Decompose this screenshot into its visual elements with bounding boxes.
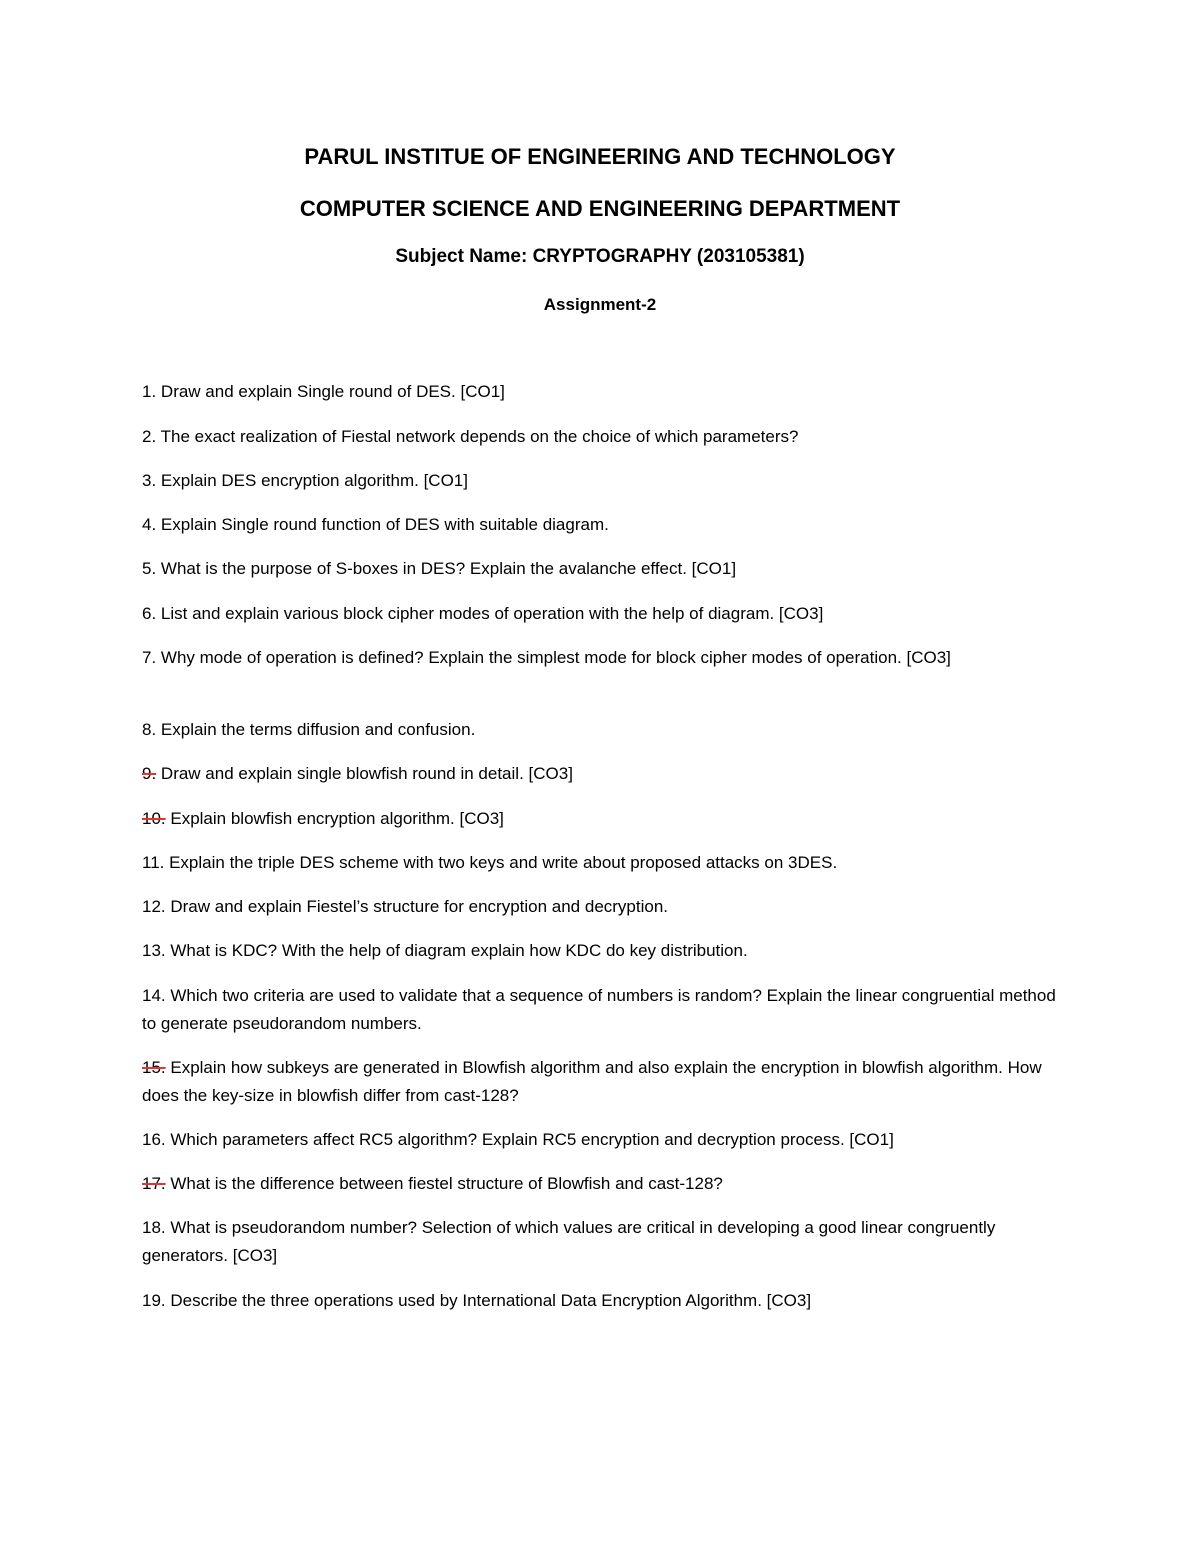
question-item [142,644,1072,672]
question-number: 18. [142,1218,166,1237]
question-text: Which two criteria are used to validate that a sequence of numbers is random? Explain the linear congruential method to generate pseudorandom numbers. [142,986,1056,1033]
question-item [142,849,1072,877]
question-item [142,467,1072,495]
question-item [142,1214,1072,1270]
question-number: 6. [142,604,157,623]
question-number: 7. [142,648,157,667]
question-number: 14. [142,986,166,1005]
department-title: COMPUTER SCIENCE AND ENGINEERING DEPARTMENT [299,196,901,221]
question-item [142,982,1072,1038]
subject-name: Subject Name: CRYPTOGRAPHY (203105381) [395,246,805,267]
question-text: Draw and explain single blowfish round in detail. [CO3] [156,764,573,783]
question-number: 17. [142,1174,166,1193]
question-text: What is the purpose of S-boxes in DES? Explain the avalanche effect. [CO1] [156,559,737,578]
question-item [142,1287,1072,1315]
question-text: What is KDC? With the help of diagram explain how KDC do key distribution. [165,941,748,960]
question-text: The exact realization of Fiestal network depends on the choice of which parameters? [156,427,799,446]
question-text: Explain how subkeys are generated in Blowfish algorithm and also explain the encryption in blowfish algorithm. How does the key-size in blowfish differ from cast-128? [142,1058,1042,1105]
question-number: 1. [142,382,157,401]
question-text: Describe the three operations used by International Data Encryption Algorithm. [CO3] [165,1291,812,1310]
question-number: 15. [142,1058,166,1077]
question-number: 19. [142,1291,166,1310]
question-number: 9. [142,764,157,783]
question-item [142,1054,1072,1110]
question-text: Explain the terms diffusion and confusion. [156,720,476,739]
question-item [142,600,1072,628]
question-item [142,805,1072,833]
question-number: 4. [142,515,157,534]
question-number: 8. [142,720,157,739]
question-text: Draw and explain Single round of DES. [CO1] [156,382,505,401]
question-text: Draw and explain Fiestel’s structure for encryption and decryption. [165,897,669,916]
question-item [142,511,1072,539]
question-text: Which parameters affect RC5 algorithm? Explain RC5 encryption and decryption process. [CO1] [165,1130,894,1149]
question-number: 2. [142,427,157,446]
institute-title: PARUL INSTITUE OF ENGINEERING AND TECHNOLOGY [304,144,896,169]
question-text: Explain the triple DES scheme with two keys and write about proposed attacks on 3DES. [164,853,838,872]
question-text: What is pseudorandom number? Selection of which values are critical in developing a good linear congruently generators. [CO3] [142,1218,996,1265]
question-item [142,378,1072,406]
assignment-title: Assignment-2 [543,295,657,314]
question-text: Explain Single round function of DES with suitable diagram. [156,515,609,534]
question-text: Explain blowfish encryption algorithm. [CO3] [165,809,504,828]
question-text: Why mode of operation is defined? Explain the simplest mode for block cipher modes of operation. [CO3] [156,648,951,667]
question-number: 5. [142,559,157,578]
question-number: 3. [142,471,157,490]
question-item [142,760,1072,788]
question-item [142,555,1072,583]
question-text: Explain DES encryption algorithm. [CO1] [156,471,468,490]
question-number: 13. [142,941,166,960]
question-item [142,1170,1072,1198]
question-number: 10. [142,809,166,828]
question-number: 12. [142,897,166,916]
question-number: 11. [142,853,165,872]
question-item [142,1126,1072,1154]
question-item [142,423,1072,451]
question-number: 16. [142,1130,166,1149]
question-text: What is the difference between fiestel structure of Blowfish and cast-128? [165,1174,723,1193]
question-text: List and explain various block cipher modes of operation with the help of diagram. [CO3] [156,604,824,623]
question-item [142,937,1072,965]
question-item [142,716,1072,744]
question-item [142,893,1072,921]
